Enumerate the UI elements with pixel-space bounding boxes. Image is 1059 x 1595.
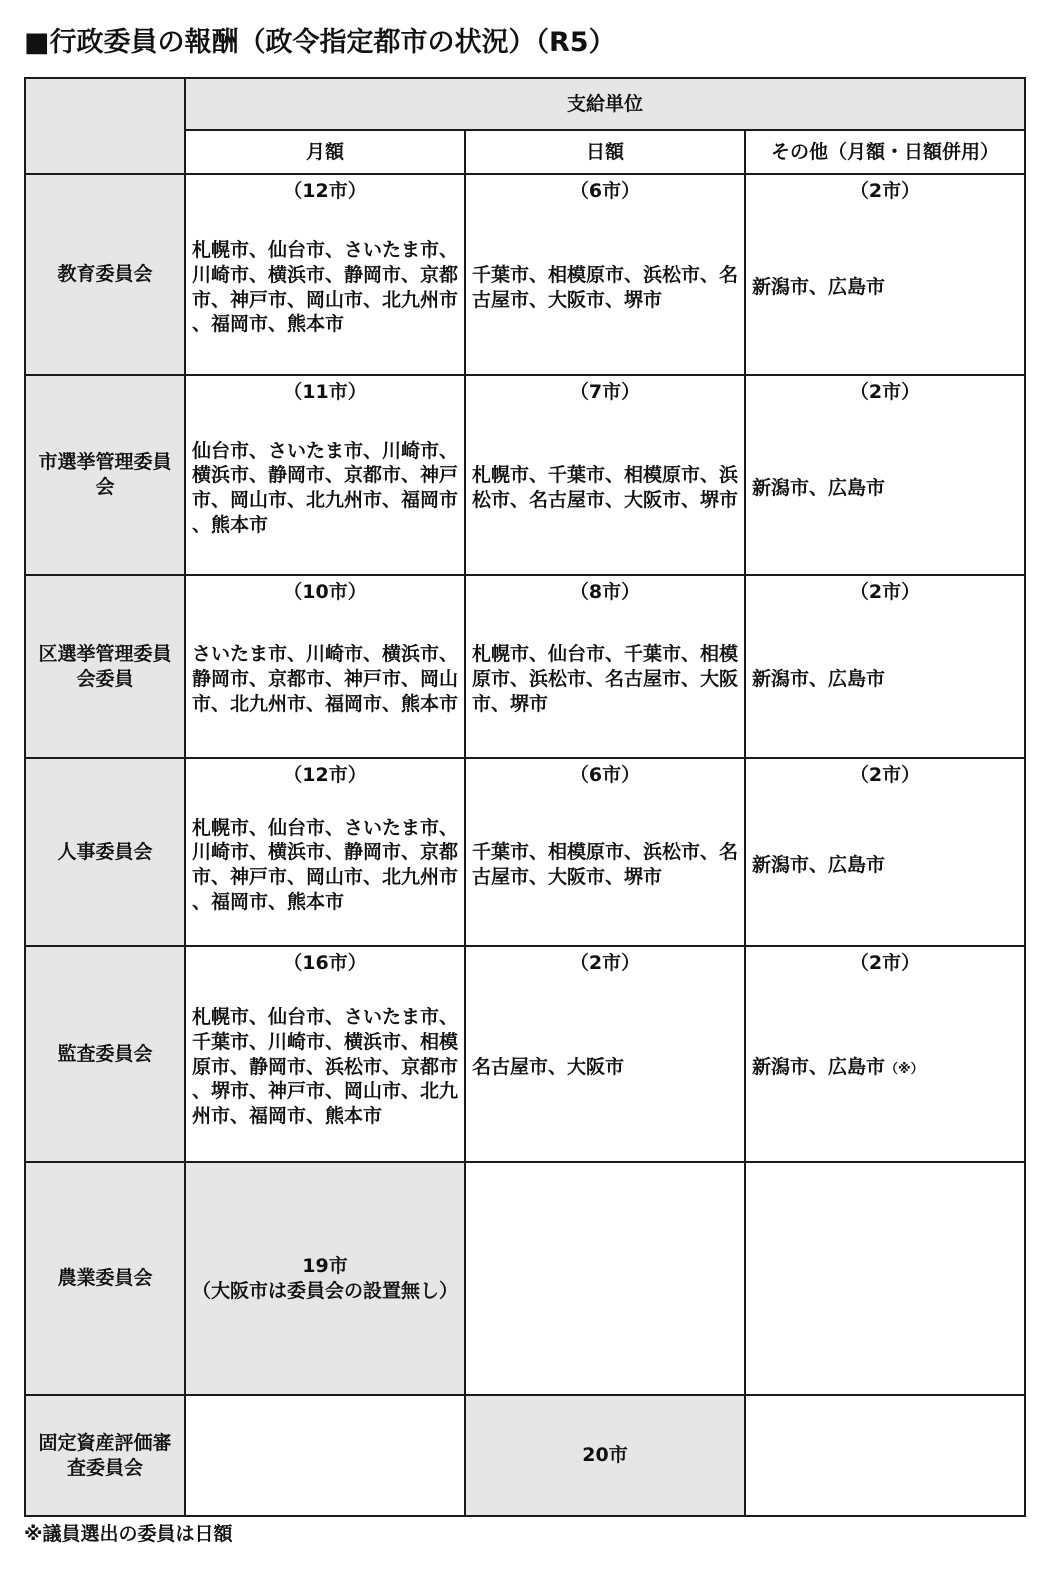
table-row — [25, 174, 1025, 375]
city-list-text: 新潟市、広島市 — [752, 1055, 886, 1078]
row-label: 人事委員会 — [25, 758, 185, 946]
city-count: （12市） — [283, 764, 367, 786]
city-count: （11市） — [283, 381, 367, 403]
city-count: （2市） — [849, 180, 921, 202]
daily-cell — [465, 758, 745, 946]
remuneration-table — [24, 77, 1026, 1517]
table-row — [25, 375, 1025, 575]
other-cell — [745, 174, 1025, 375]
city-list: 新潟市、広島市 — [752, 476, 886, 499]
city-list: 新潟市、広島市 — [752, 853, 886, 876]
header-daily: 日額 — [465, 130, 745, 174]
monthly-cell — [185, 946, 465, 1162]
city-count: （10市） — [283, 581, 367, 603]
city-list: 新潟市、広島市 — [752, 276, 886, 299]
monthly-cell — [185, 174, 465, 375]
other-cell — [745, 575, 1025, 758]
other-cell-empty — [745, 1162, 1025, 1395]
daily-cell — [465, 174, 745, 375]
city-list: 札幌市、仙台市、さいたま市、川崎市、横浜市、静岡市、京都市、神戸市、岡山市、北九州市、福岡市、熊本市 — [192, 816, 459, 913]
daily-cell — [465, 946, 745, 1162]
other-cell — [745, 946, 1025, 1162]
table-row — [25, 575, 1025, 758]
note-text: （大阪市は委員会の設置無し） — [191, 1279, 458, 1302]
city-count: （16市） — [283, 952, 367, 974]
monthly-cell — [185, 758, 465, 946]
table-row — [25, 946, 1025, 1162]
header-payment-unit: 支給単位 — [185, 78, 1025, 130]
header-monthly: 月額 — [185, 130, 465, 174]
monthly-cell — [185, 375, 465, 575]
table-row — [25, 758, 1025, 946]
city-count-text: 19市 — [302, 1254, 348, 1277]
city-count: （2市） — [849, 381, 921, 403]
remuneration-table-wrapper — [24, 77, 1024, 1517]
footnote: ※議員選出の委員は日額 — [24, 1523, 233, 1545]
city-list: 仙台市、さいたま市、川崎市、横浜市、静岡市、京都市、神戸市、岡山市、北九州市、福岡市、熊本市 — [192, 439, 459, 536]
city-list: さいたま市、川崎市、横浜市、静岡市、京都市、神戸市、岡山市、北九州市、福岡市、熊本市 — [192, 643, 459, 715]
monthly-cell — [185, 1162, 465, 1395]
row-label: 教育委員会 — [25, 174, 185, 375]
header-other: その他（月額・日額併用） — [745, 130, 1025, 174]
row-label: 監査委員会 — [25, 946, 185, 1162]
city-count: （7市） — [569, 381, 641, 403]
monthly-cell — [185, 575, 465, 758]
city-list: 千葉市、相模原市、浜松市、名古屋市、大阪市、堺市 — [472, 841, 739, 888]
table-row — [25, 1162, 1025, 1395]
city-count: （2市） — [849, 764, 921, 786]
city-count: （2市） — [849, 952, 921, 974]
city-list — [752, 1055, 924, 1080]
city-count: （6市） — [569, 764, 641, 786]
city-count: （12市） — [283, 180, 367, 202]
daily-cell — [465, 375, 745, 575]
page-title: ■行政委員の報酬（政令指定都市の状況）（R5） — [24, 27, 616, 58]
city-list: 新潟市、広島市 — [752, 668, 886, 691]
city-list: 千葉市、相模原市、浜松市、名古屋市、大阪市、堺市 — [472, 263, 739, 311]
header-corner-cell — [25, 78, 185, 174]
daily-cell-empty — [465, 1162, 745, 1395]
daily-cell — [465, 575, 745, 758]
header-row-group — [25, 78, 1025, 130]
row-label: 市選挙管理委員会 — [25, 375, 185, 575]
other-cell — [745, 375, 1025, 575]
note-mark: （※） — [885, 1061, 924, 1077]
row-label: 区選挙管理委員会委員 — [25, 575, 185, 758]
table-row — [25, 1395, 1025, 1516]
city-list: 札幌市、仙台市、さいたま市、川崎市、横浜市、静岡市、京都市、神戸市、岡山市、北九州市、福岡市、熊本市 — [192, 239, 459, 336]
city-count: （2市） — [569, 952, 641, 974]
row-label: 固定資産評価審査委員会 — [25, 1395, 185, 1516]
row-label: 農業委員会 — [25, 1162, 185, 1395]
other-cell — [745, 758, 1025, 946]
city-list: 札幌市、仙台市、千葉市、相模原市、浜松市、名古屋市、大阪市、堺市 — [472, 643, 739, 715]
other-cell-empty — [745, 1395, 1025, 1516]
city-count: （2市） — [849, 581, 921, 603]
city-list: 札幌市、仙台市、さいたま市、千葉市、川崎市、横浜市、相模原市、静岡市、浜松市、京都市、堺市、神戸市、岡山市、北九州市、福岡市、熊本市 — [192, 1006, 459, 1128]
city-count: （8市） — [569, 581, 641, 603]
monthly-cell-empty — [185, 1395, 465, 1516]
daily-cell: 20市 — [465, 1395, 745, 1516]
city-list: 名古屋市、大阪市 — [472, 1055, 625, 1078]
city-count: （6市） — [569, 180, 641, 202]
city-list: 札幌市、千葉市、相模原市、浜松市、名古屋市、大阪市、堺市 — [472, 464, 739, 511]
